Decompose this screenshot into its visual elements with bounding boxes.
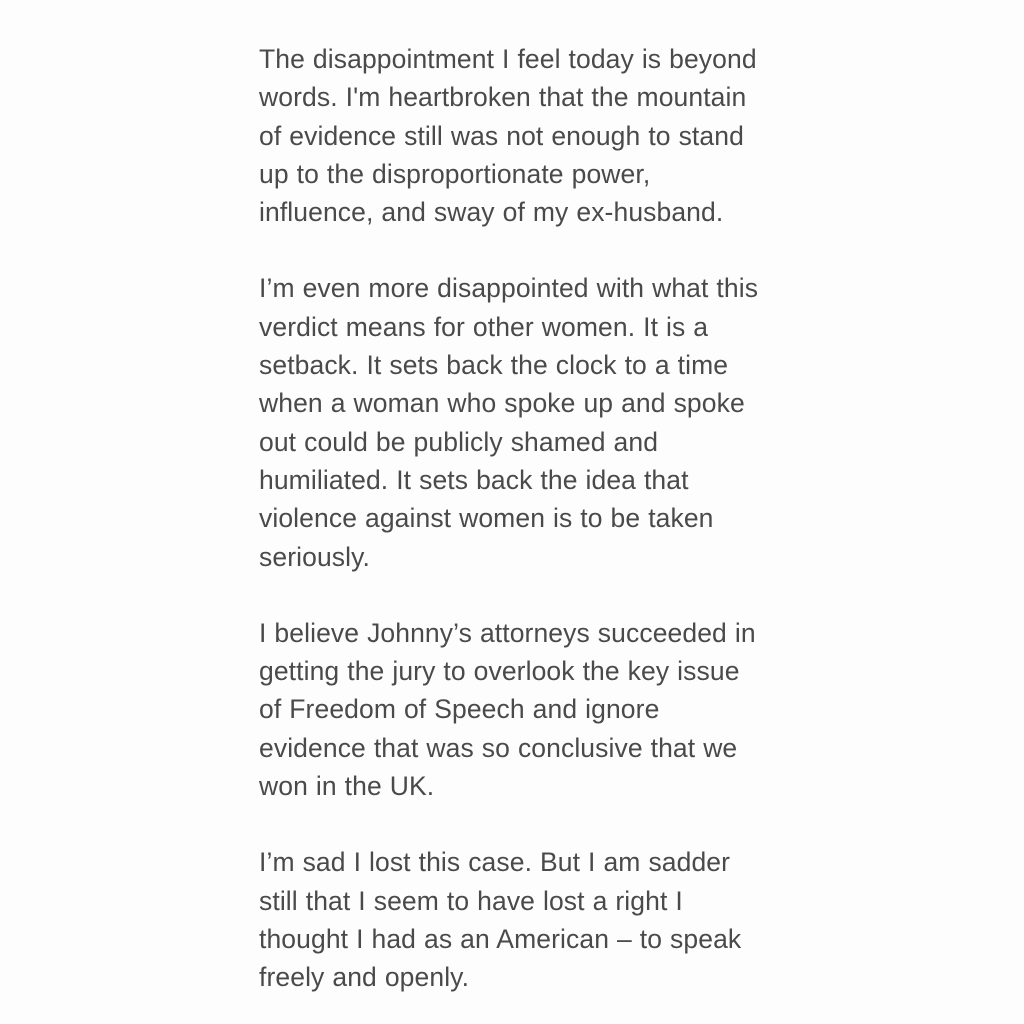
statement-body [259, 40, 769, 997]
statement-paragraph-2: I’m even more disappointed with what this verdict means for other women. It is a setback. It sets back the clock to a time when a woman who spoke up and spoke out could be publicly shamed and humiliated. It sets back the idea that violence against women is to be taken seriously. [259, 273, 759, 572]
statement-paragraph-1: The disappointment I feel today is beyond words. I'm heartbroken that the mountain of evidence still was not enough to stand up to the disproportionate power, influence, and sway of my ex-husband. [259, 44, 757, 228]
statement-paragraph-3: I believe Johnny’s attorneys succeeded in getting the jury to overlook the key issue of Freedom of Speech and ignore evidence that was so conclusive that we won in the UK. [259, 617, 756, 802]
statement-paragraph-4: I’m sad I lost this case. But I am sadder still that I seem to have lost a right I thought I had as an American – to speak freely and openly. [259, 847, 742, 993]
